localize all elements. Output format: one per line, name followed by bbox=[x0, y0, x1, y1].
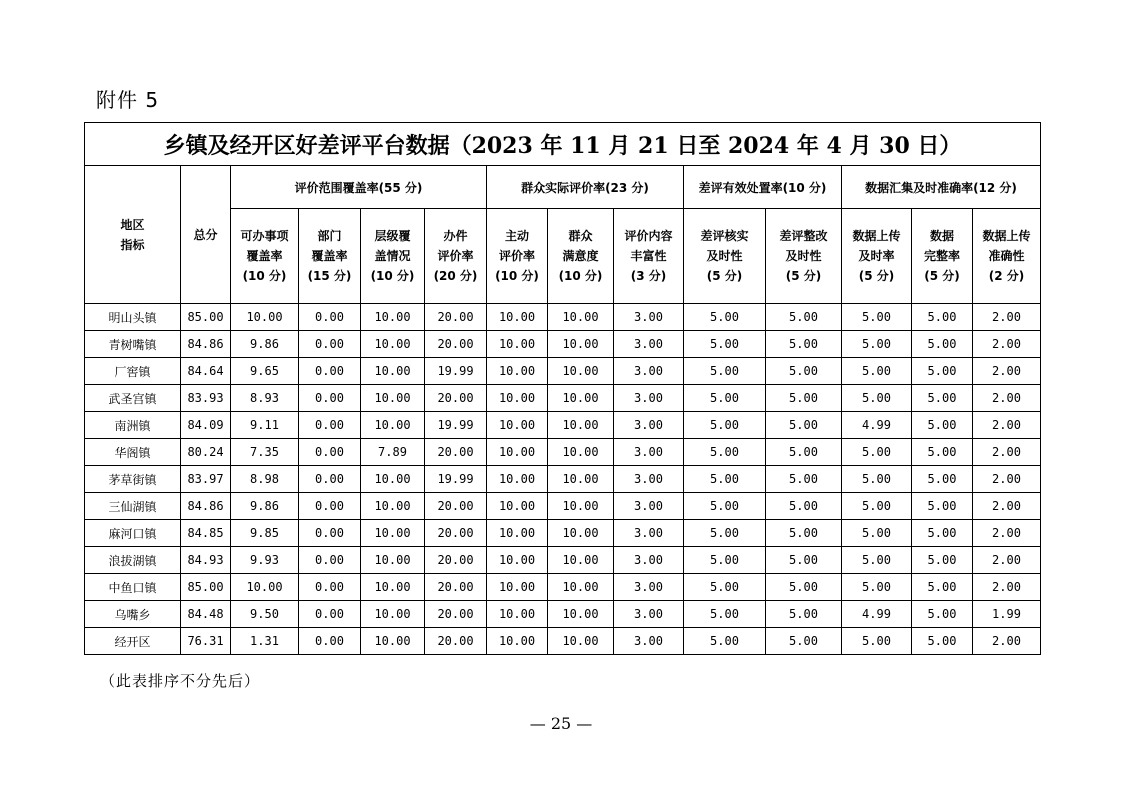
region-cell: 南洲镇 bbox=[85, 412, 181, 439]
value-cell: 5.00 bbox=[684, 628, 766, 655]
table-row bbox=[85, 574, 1041, 601]
value-cell: 5.00 bbox=[766, 493, 842, 520]
value-cell: 0.00 bbox=[299, 466, 361, 493]
data-table bbox=[84, 122, 1041, 655]
value-cell: 10.00 bbox=[548, 358, 614, 385]
value-cell: 5.00 bbox=[684, 331, 766, 358]
value-cell: 83.97 bbox=[181, 466, 231, 493]
value-cell: 3.00 bbox=[614, 385, 684, 412]
value-cell: 2.00 bbox=[973, 628, 1041, 655]
value-cell: 10.00 bbox=[548, 547, 614, 574]
region-cell: 武圣宫镇 bbox=[85, 385, 181, 412]
column-header: 可办事项 覆盖率 (10 分) bbox=[231, 209, 299, 304]
value-cell: 7.35 bbox=[231, 439, 299, 466]
value-cell: 0.00 bbox=[299, 628, 361, 655]
value-cell: 3.00 bbox=[614, 574, 684, 601]
value-cell: 10.00 bbox=[361, 520, 425, 547]
value-cell: 10.00 bbox=[548, 466, 614, 493]
value-cell: 84.64 bbox=[181, 358, 231, 385]
value-cell: 2.00 bbox=[973, 520, 1041, 547]
value-cell: 0.00 bbox=[299, 547, 361, 574]
value-cell: 2.00 bbox=[973, 412, 1041, 439]
value-cell: 5.00 bbox=[684, 466, 766, 493]
region-cell: 浪拔湖镇 bbox=[85, 547, 181, 574]
value-cell: 84.48 bbox=[181, 601, 231, 628]
value-cell: 3.00 bbox=[614, 331, 684, 358]
value-cell: 5.00 bbox=[684, 547, 766, 574]
value-cell: 10.00 bbox=[487, 547, 548, 574]
value-cell: 5.00 bbox=[912, 304, 973, 331]
value-cell: 5.00 bbox=[912, 628, 973, 655]
value-cell: 10.00 bbox=[361, 628, 425, 655]
value-cell: 76.31 bbox=[181, 628, 231, 655]
value-cell: 10.00 bbox=[487, 412, 548, 439]
value-cell: 5.00 bbox=[912, 547, 973, 574]
value-cell: 5.00 bbox=[684, 358, 766, 385]
value-cell: 10.00 bbox=[487, 304, 548, 331]
table-note: （此表排序不分先后） bbox=[100, 672, 261, 690]
value-cell: 10.00 bbox=[548, 601, 614, 628]
table-row bbox=[85, 628, 1041, 655]
value-cell: 85.00 bbox=[181, 574, 231, 601]
value-cell: 5.00 bbox=[912, 574, 973, 601]
value-cell: 20.00 bbox=[425, 439, 487, 466]
value-cell: 5.00 bbox=[842, 520, 912, 547]
value-cell: 2.00 bbox=[973, 493, 1041, 520]
value-cell: 5.00 bbox=[766, 574, 842, 601]
value-cell: 4.99 bbox=[842, 412, 912, 439]
column-header: 层级覆 盖情况 (10 分) bbox=[361, 209, 425, 304]
value-cell: 9.65 bbox=[231, 358, 299, 385]
value-cell: 3.00 bbox=[614, 628, 684, 655]
region-cell: 中鱼口镇 bbox=[85, 574, 181, 601]
value-cell: 2.00 bbox=[973, 385, 1041, 412]
value-cell: 10.00 bbox=[361, 331, 425, 358]
value-cell: 10.00 bbox=[487, 574, 548, 601]
value-cell: 5.00 bbox=[912, 601, 973, 628]
value-cell: 2.00 bbox=[973, 331, 1041, 358]
value-cell: 20.00 bbox=[425, 493, 487, 520]
value-cell: 5.00 bbox=[842, 358, 912, 385]
value-cell: 9.11 bbox=[231, 412, 299, 439]
table-row bbox=[85, 601, 1041, 628]
value-cell: 10.00 bbox=[487, 385, 548, 412]
value-cell: 10.00 bbox=[548, 628, 614, 655]
value-cell: 8.98 bbox=[231, 466, 299, 493]
column-header: 评价内容 丰富性 (3 分) bbox=[614, 209, 684, 304]
value-cell: 5.00 bbox=[842, 439, 912, 466]
table-row bbox=[85, 493, 1041, 520]
value-cell: 5.00 bbox=[766, 439, 842, 466]
value-cell: 3.00 bbox=[614, 439, 684, 466]
value-cell: 19.99 bbox=[425, 412, 487, 439]
table-row bbox=[85, 331, 1041, 358]
column-header: 数据上传 准确性 (2 分) bbox=[973, 209, 1041, 304]
value-cell: 5.00 bbox=[684, 574, 766, 601]
value-cell: 0.00 bbox=[299, 331, 361, 358]
value-cell: 10.00 bbox=[548, 304, 614, 331]
value-cell: 5.00 bbox=[766, 601, 842, 628]
value-cell: 9.50 bbox=[231, 601, 299, 628]
value-cell: 10.00 bbox=[487, 493, 548, 520]
value-cell: 5.00 bbox=[912, 412, 973, 439]
table-row bbox=[85, 304, 1041, 331]
table-row bbox=[85, 439, 1041, 466]
value-cell: 5.00 bbox=[766, 412, 842, 439]
value-cell: 10.00 bbox=[548, 385, 614, 412]
value-cell: 3.00 bbox=[614, 493, 684, 520]
region-cell: 华阁镇 bbox=[85, 439, 181, 466]
value-cell: 5.00 bbox=[912, 493, 973, 520]
value-cell: 5.00 bbox=[842, 304, 912, 331]
value-cell: 5.00 bbox=[684, 439, 766, 466]
value-cell: 5.00 bbox=[766, 628, 842, 655]
value-cell: 10.00 bbox=[361, 466, 425, 493]
value-cell: 10.00 bbox=[487, 439, 548, 466]
value-cell: 5.00 bbox=[912, 331, 973, 358]
value-cell: 20.00 bbox=[425, 331, 487, 358]
column-header: 主动 评价率 (10 分) bbox=[487, 209, 548, 304]
value-cell: 5.00 bbox=[684, 385, 766, 412]
value-cell: 3.00 bbox=[614, 304, 684, 331]
value-cell: 10.00 bbox=[361, 547, 425, 574]
value-cell: 0.00 bbox=[299, 304, 361, 331]
value-cell: 10.00 bbox=[361, 358, 425, 385]
value-cell: 5.00 bbox=[684, 601, 766, 628]
value-cell: 5.00 bbox=[766, 331, 842, 358]
value-cell: 1.99 bbox=[973, 601, 1041, 628]
table-row bbox=[85, 358, 1041, 385]
region-cell: 青树嘴镇 bbox=[85, 331, 181, 358]
value-cell: 10.00 bbox=[231, 304, 299, 331]
value-cell: 0.00 bbox=[299, 358, 361, 385]
value-cell: 3.00 bbox=[614, 547, 684, 574]
value-cell: 85.00 bbox=[181, 304, 231, 331]
column-header: 部门 覆盖率 (15 分) bbox=[299, 209, 361, 304]
value-cell: 10.00 bbox=[487, 520, 548, 547]
value-cell: 5.00 bbox=[842, 628, 912, 655]
value-cell: 10.00 bbox=[487, 466, 548, 493]
value-cell: 84.85 bbox=[181, 520, 231, 547]
value-cell: 5.00 bbox=[912, 358, 973, 385]
value-cell: 3.00 bbox=[614, 466, 684, 493]
table-row bbox=[85, 412, 1041, 439]
column-header: 差评整改 及时性 (5 分) bbox=[766, 209, 842, 304]
group-header-coverage: 评价范围覆盖率(55 分) bbox=[231, 166, 487, 209]
value-cell: 10.00 bbox=[548, 574, 614, 601]
value-cell: 5.00 bbox=[912, 385, 973, 412]
value-cell: 2.00 bbox=[973, 439, 1041, 466]
value-cell: 0.00 bbox=[299, 412, 361, 439]
table-row bbox=[85, 385, 1041, 412]
region-cell: 麻河口镇 bbox=[85, 520, 181, 547]
value-cell: 84.86 bbox=[181, 493, 231, 520]
value-cell: 5.00 bbox=[766, 385, 842, 412]
table-row bbox=[85, 547, 1041, 574]
value-cell: 5.00 bbox=[766, 358, 842, 385]
value-cell: 19.99 bbox=[425, 358, 487, 385]
region-cell: 经开区 bbox=[85, 628, 181, 655]
value-cell: 5.00 bbox=[842, 331, 912, 358]
region-header-label: 地区 指标 bbox=[120, 217, 145, 252]
value-cell: 84.93 bbox=[181, 547, 231, 574]
value-cell: 3.00 bbox=[614, 520, 684, 547]
value-cell: 8.93 bbox=[231, 385, 299, 412]
value-cell: 83.93 bbox=[181, 385, 231, 412]
value-cell: 0.00 bbox=[299, 493, 361, 520]
value-cell: 20.00 bbox=[425, 628, 487, 655]
region-cell: 茅草街镇 bbox=[85, 466, 181, 493]
total-header: 总分 bbox=[181, 166, 231, 304]
value-cell: 2.00 bbox=[973, 574, 1041, 601]
value-cell: 84.09 bbox=[181, 412, 231, 439]
column-header: 群众 满意度 (10 分) bbox=[548, 209, 614, 304]
value-cell: 0.00 bbox=[299, 439, 361, 466]
value-cell: 5.00 bbox=[684, 412, 766, 439]
value-cell: 10.00 bbox=[361, 574, 425, 601]
region-indicator-header bbox=[85, 166, 181, 304]
value-cell: 5.00 bbox=[912, 520, 973, 547]
region-cell: 乌嘴乡 bbox=[85, 601, 181, 628]
value-cell: 10.00 bbox=[548, 331, 614, 358]
value-cell: 2.00 bbox=[973, 304, 1041, 331]
value-cell: 5.00 bbox=[842, 493, 912, 520]
value-cell: 10.00 bbox=[361, 601, 425, 628]
attachment-label: 附件 5 bbox=[96, 88, 160, 112]
value-cell: 10.00 bbox=[548, 520, 614, 547]
value-cell: 10.00 bbox=[361, 412, 425, 439]
value-cell: 10.00 bbox=[487, 628, 548, 655]
value-cell: 5.00 bbox=[842, 385, 912, 412]
value-cell: 20.00 bbox=[425, 547, 487, 574]
value-cell: 10.00 bbox=[361, 493, 425, 520]
value-cell: 20.00 bbox=[425, 520, 487, 547]
value-cell: 5.00 bbox=[766, 304, 842, 331]
value-cell: 5.00 bbox=[684, 520, 766, 547]
table-title: 乡镇及经开区好差评平台数据（2023 年 11 月 21 日至 2024 年 4 月 30 日） bbox=[85, 123, 1041, 166]
value-cell: 10.00 bbox=[548, 439, 614, 466]
value-cell: 0.00 bbox=[299, 385, 361, 412]
value-cell: 3.00 bbox=[614, 412, 684, 439]
value-cell: 10.00 bbox=[361, 385, 425, 412]
value-cell: 10.00 bbox=[548, 493, 614, 520]
value-cell: 5.00 bbox=[842, 547, 912, 574]
value-cell: 10.00 bbox=[361, 304, 425, 331]
value-cell: 80.24 bbox=[181, 439, 231, 466]
value-cell: 2.00 bbox=[973, 547, 1041, 574]
value-cell: 0.00 bbox=[299, 601, 361, 628]
group-header-data: 数据汇集及时准确率(12 分) bbox=[842, 166, 1041, 209]
value-cell: 4.99 bbox=[842, 601, 912, 628]
value-cell: 10.00 bbox=[231, 574, 299, 601]
value-cell: 5.00 bbox=[912, 439, 973, 466]
column-header: 数据 完整率 (5 分) bbox=[912, 209, 973, 304]
value-cell: 9.86 bbox=[231, 493, 299, 520]
table-row bbox=[85, 466, 1041, 493]
value-cell: 2.00 bbox=[973, 466, 1041, 493]
value-cell: 20.00 bbox=[425, 601, 487, 628]
value-cell: 7.89 bbox=[361, 439, 425, 466]
column-header: 办件 评价率 (20 分) bbox=[425, 209, 487, 304]
group-header-evaluation: 群众实际评价率(23 分) bbox=[487, 166, 684, 209]
value-cell: 10.00 bbox=[548, 412, 614, 439]
value-cell: 5.00 bbox=[684, 304, 766, 331]
value-cell: 10.00 bbox=[487, 331, 548, 358]
value-cell: 10.00 bbox=[487, 601, 548, 628]
value-cell: 9.93 bbox=[231, 547, 299, 574]
value-cell: 5.00 bbox=[842, 466, 912, 493]
value-cell: 5.00 bbox=[766, 547, 842, 574]
value-cell: 20.00 bbox=[425, 385, 487, 412]
value-cell: 9.86 bbox=[231, 331, 299, 358]
column-header: 数据上传 及时率 (5 分) bbox=[842, 209, 912, 304]
value-cell: 5.00 bbox=[766, 520, 842, 547]
value-cell: 3.00 bbox=[614, 358, 684, 385]
region-cell: 厂窖镇 bbox=[85, 358, 181, 385]
value-cell: 19.99 bbox=[425, 466, 487, 493]
value-cell: 2.00 bbox=[973, 358, 1041, 385]
value-cell: 84.86 bbox=[181, 331, 231, 358]
column-header: 差评核实 及时性 (5 分) bbox=[684, 209, 766, 304]
value-cell: 1.31 bbox=[231, 628, 299, 655]
table-row bbox=[85, 520, 1041, 547]
region-cell: 明山头镇 bbox=[85, 304, 181, 331]
page-number: — 25 — bbox=[529, 714, 593, 733]
value-cell: 20.00 bbox=[425, 304, 487, 331]
value-cell: 0.00 bbox=[299, 520, 361, 547]
value-cell: 20.00 bbox=[425, 574, 487, 601]
region-cell: 三仙湖镇 bbox=[85, 493, 181, 520]
value-cell: 5.00 bbox=[684, 493, 766, 520]
value-cell: 5.00 bbox=[912, 466, 973, 493]
value-cell: 5.00 bbox=[766, 466, 842, 493]
value-cell: 10.00 bbox=[487, 358, 548, 385]
value-cell: 5.00 bbox=[842, 574, 912, 601]
group-header-disposal: 差评有效处置率(10 分) bbox=[684, 166, 842, 209]
value-cell: 9.85 bbox=[231, 520, 299, 547]
value-cell: 3.00 bbox=[614, 601, 684, 628]
value-cell: 0.00 bbox=[299, 574, 361, 601]
